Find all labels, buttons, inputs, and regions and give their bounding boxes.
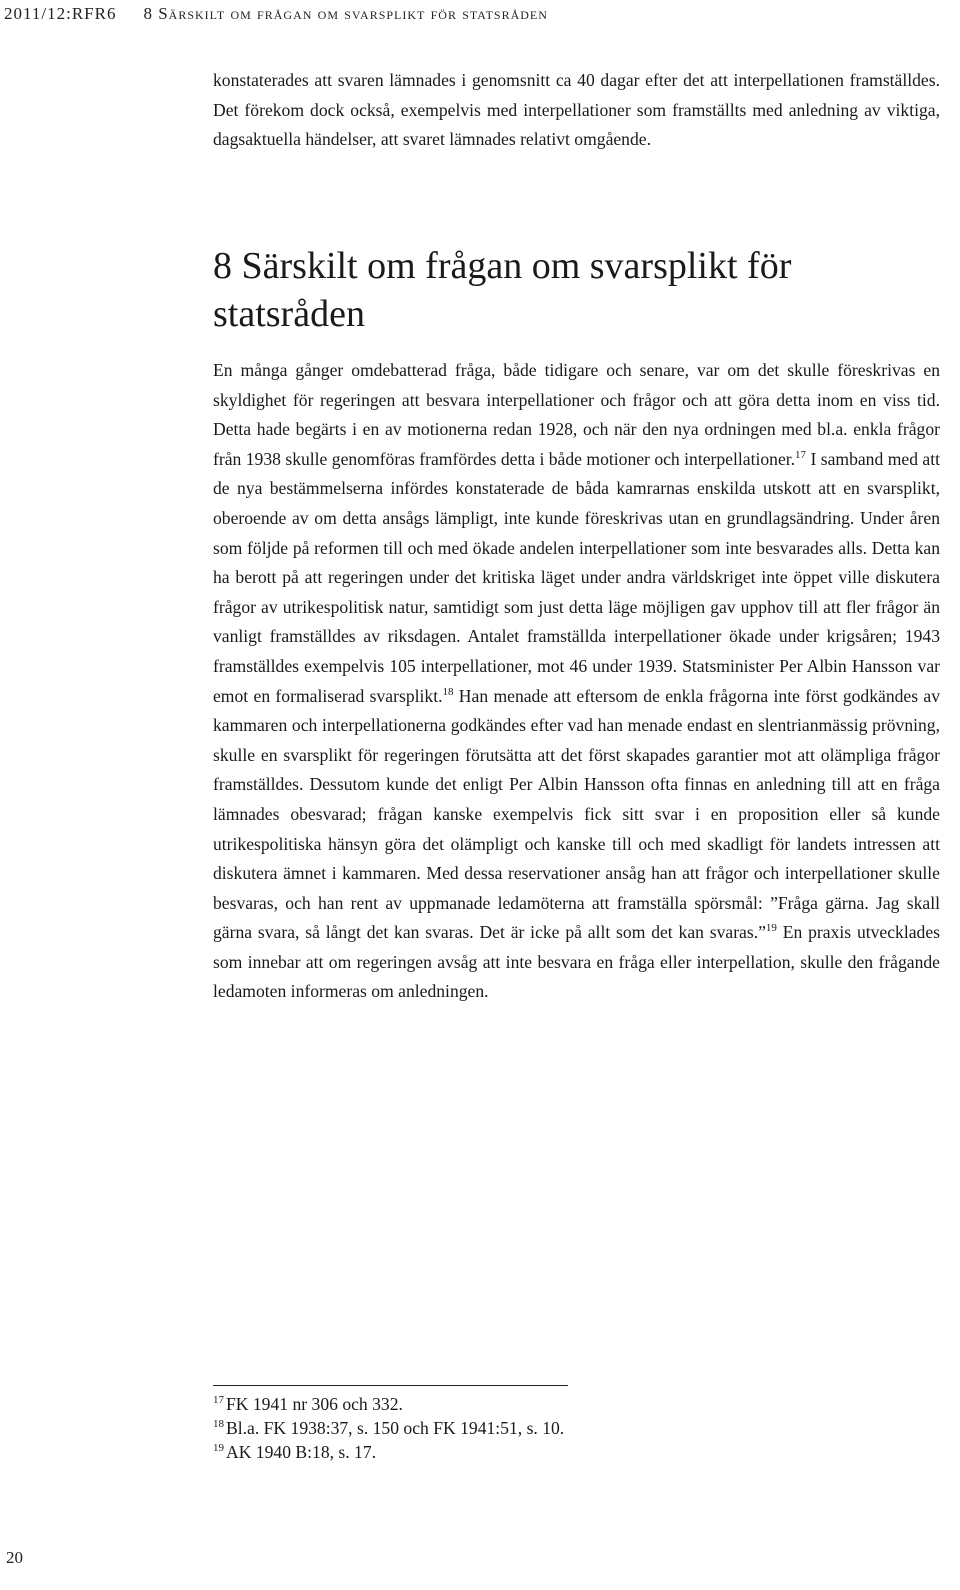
page-number: 20 xyxy=(6,1548,23,1567)
main-paragraph xyxy=(213,356,940,1007)
running-title: 8 Särskilt om frågan om svarsplikt för statsråden xyxy=(143,4,548,23)
footnote-number: 19 xyxy=(213,1442,224,1455)
main-text-part-3: Han menade att eftersom de enkla frågorna inte först godkändes av kammaren och interpellationerna godkändes efter vad han menade endast en slentrianmässig prövning, skulle en svarsplikt för regeringen förutsätta att det först skapades garantier mot att olämpliga frågor framställdes. Dessutom kunde det enligt Per Albin Hansson ofta finnas en anledning till att en fråga lämnades obesvarad; frågan kanske exempelvis fick sitt svar i en proposition eller så kunde utrikespolitiska hänsyn göra det olämpligt och kanske till och med skadligt för landets intressen att diskutera ämnet i kammaren. Med dessa reservationer ansåg han att frågor och interpellationer skulle besvaras, och han rent av uppmanade ledamöterna att framställa spörsmål: ”Fråga gärna. Jag skall gärna svara, så långt det kan svaras. Det är icke på allt som det kan svaras.” xyxy=(213,685,940,943)
intro-paragraph: konstaterades att svaren lämnades i genomsnitt ca 40 dagar efter det att interpellationen framställdes. Det förekom dock också, exempelvis med interpellationer som framställts med anledning av viktiga, dagsaktuella händelser, att svaret lämnades relativt omgående. xyxy=(213,70,940,150)
footnote-ref-19[interactable]: 19 xyxy=(765,922,777,935)
main-text-part-4: En praxis utvecklades som innebar att om regeringen avsåg att inte besvara en fråga eller interpellation, skulle den frågande ledamoten informeras om anledningen. xyxy=(213,922,940,1002)
running-header xyxy=(4,4,944,24)
footnote-text: AK 1940 B:18, s. 17. xyxy=(226,1442,377,1462)
main-text-part-2: I samband med att de nya bestämmelserna infördes konstaterade de båda kamrarnas enskilda utskott att en svarsplikt, oberoende av om detta ansågs lämpligt, inte kunde föreskrivas utan en grundlagsändring. Under åren som följde på reformen till och med ökade andelen interpellationer som inte besvarades alls. Detta kan ha berott på att regeringen under det kritiska läget under andra världskriget inte öppet ville diskutera frågor av utrikespolitisk natur, samtidigt som just detta läge möjligen gav upphov till att fler frågor än vanligt framställdes av riksdagen. Antalet framställda interpellationer ökade under krigsåren; 1943 framställdes exempelvis 105 interpellationer, mot 46 under 1939. Statsminister Per Albin Hansson var emot en formaliserad svarsplikt. xyxy=(213,448,940,706)
footnote-text: FK 1941 nr 306 och 332. xyxy=(226,1394,403,1414)
main-text-part-1: En många gånger omdebatterad fråga, både tidigare och senare, var om det skulle föreskrivas en skyldighet för regeringen att besvara interpellationer och frågor och att göra detta inom en viss tid. Detta hade begärts i en av motionerna redan 1928, och när den nya ordningen med bl.a. enkla frågor från 1938 skulle genomföras framfördes detta i både motioner och interpellationer. xyxy=(213,360,940,469)
section-heading: 8 Särskilt om frågan om svarsplikt för statsråden xyxy=(213,245,792,335)
footnote-ref-17[interactable]: 17 xyxy=(795,448,807,461)
footnote-ref-18[interactable]: 18 xyxy=(442,685,454,698)
footnotes xyxy=(213,1392,940,1464)
footnote-18 xyxy=(213,1416,940,1440)
footnote-19 xyxy=(213,1440,940,1464)
footnote-text: Bl.a. FK 1938:37, s. 150 och FK 1941:51, s. 10. xyxy=(226,1418,565,1438)
report-code: 2011/12:RFR6 xyxy=(4,4,117,23)
footnote-number: 18 xyxy=(213,1418,224,1431)
footnote-17 xyxy=(213,1392,940,1416)
footnote-number: 17 xyxy=(213,1394,224,1407)
footnote-divider xyxy=(213,1385,568,1386)
